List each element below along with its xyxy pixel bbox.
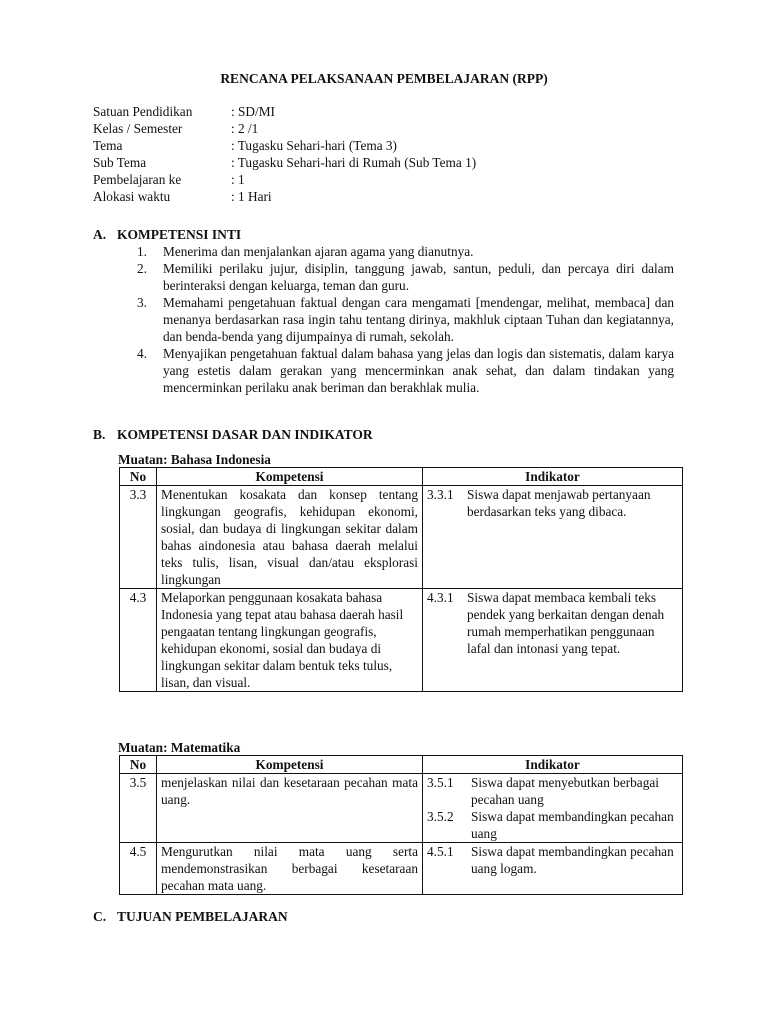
- identity-label: Alokasi waktu: [93, 189, 171, 204]
- section-c-heading: [93, 908, 288, 925]
- kompetensi-text: Menentukan kosakata dan konsep tentang lingkungan geografis, kehidupan ekonomi, sosial, dan budaya di lingkungan sekitar dalam bahas aindonesia atau bahasa daerah melalui teks tulis, lisan, visual dan/atau eksplorasi lingkungan: [161, 487, 418, 587]
- list-item: [137, 260, 674, 294]
- table-header-row: [120, 756, 683, 774]
- list-item: [137, 294, 674, 345]
- list-item: [137, 243, 674, 260]
- indikator-cell: [423, 843, 683, 895]
- column-header-no: No: [120, 468, 157, 486]
- list-text: Memahami pengetahuan faktual dengan cara mengamati [mendengar, melihat, membaca] dan menanya berdasarkan rasa ingin tahu tentang dirinya, makhluk ciptaan Tuhan dan kegiatannya, dan benda-benda yang dijumpainya di rumah, sekolah.: [163, 295, 674, 344]
- section-b-heading: [93, 426, 373, 443]
- table-row: [120, 774, 683, 843]
- identity-row: [93, 137, 476, 154]
- identity-value: : 1 Hari: [231, 189, 272, 204]
- indikator-cell: [423, 774, 683, 843]
- indikator-code: 4.3.1: [427, 590, 454, 605]
- section-a-heading: [93, 226, 241, 243]
- section-title: KOMPETENSI DASAR DAN INDIKATOR: [117, 427, 373, 442]
- table-header-row: [120, 468, 683, 486]
- row-number: 3.3: [120, 486, 157, 589]
- kd-table-bahasa-indonesia: [119, 467, 683, 692]
- column-header-no: No: [120, 756, 157, 774]
- indikator-code: 3.5.1: [427, 775, 454, 790]
- document-title: RENCANA PELAKSANAAN PEMBELAJARAN (RPP): [220, 71, 548, 86]
- identity-label: Kelas / Semester: [93, 121, 183, 136]
- indikator-code: 3.5.2: [427, 809, 454, 824]
- indikator-text: Siswa dapat menjawab pertanyaan berdasarkan teks yang dibaca.: [467, 487, 651, 519]
- indikator-text: Siswa dapat membandingkan pecahan uang: [471, 809, 674, 841]
- section-letter: B.: [93, 427, 106, 442]
- indikator-item: [427, 589, 678, 657]
- indikator-code: 3.3.1: [427, 487, 454, 502]
- indikator-cell: [423, 589, 683, 692]
- list-number: 3.: [137, 295, 147, 310]
- list-text: Memiliki perilaku jujur, disiplin, tanggung jawab, santun, peduli, dan percaya diri dalam berinteraksi dengan keluarga, teman dan guru.: [163, 261, 674, 293]
- table-row: [120, 843, 683, 895]
- identity-label: Satuan Pendidikan: [93, 104, 193, 119]
- kompetensi-text: Mengurutkan nilai mata uang serta mendemonstrasikan berbagai kesetaraan pecahan mata uang.: [161, 844, 418, 893]
- list-text: Menyajikan pengetahuan faktual dalam bahasa yang jelas dan logis dan sistematis, dalam karya yang estetis dalam gerakan yang mencerminkan anak sehat, dan dalam tindakan yang mencerminkan perilaku anak beriman dan berakhlak mulia.: [163, 346, 674, 395]
- identity-value: : 1: [231, 172, 245, 187]
- kompetensi-cell: [157, 774, 423, 843]
- muatan-bahasa-indonesia-label: Muatan: Bahasa Indonesia: [118, 452, 271, 467]
- identity-value: : Tugasku Sehari-hari (Tema 3): [231, 138, 397, 153]
- identity-row: [93, 171, 476, 188]
- identity-label: Sub Tema: [93, 155, 147, 170]
- indikator-text: Siswa dapat menyebutkan berbagai pecahan uang: [471, 775, 659, 807]
- row-number: 4.3: [120, 589, 157, 692]
- kompetensi-cell: [157, 589, 423, 692]
- indikator-cell: [423, 486, 683, 589]
- identity-value: : Tugasku Sehari-hari di Rumah (Sub Tema 1): [231, 155, 477, 170]
- kompetensi-text: menjelaskan nilai dan kesetaraan pecahan mata uang.: [161, 775, 418, 807]
- list-number: 1.: [137, 244, 147, 259]
- column-header-kompetensi: Kompetensi: [157, 468, 423, 486]
- kompetensi-text: Melaporkan penggunaan kosakata bahasa Indonesia yang tepat atau bahasa daerah hasil pengaatan tentang lingkungan geografis, kehidupan ekonomi, sosial dan budaya di lingkungan sekitar dalam bentuk teks tulus, lisan, dan visual.: [161, 590, 404, 690]
- column-header-indikator: Indikator: [423, 468, 683, 486]
- list-number: 4.: [137, 346, 147, 361]
- kompetensi-cell: [157, 486, 423, 589]
- indikator-text: Siswa dapat membandingkan pecahan uang logam.: [471, 844, 674, 876]
- table-row: [120, 589, 683, 692]
- identity-label: Pembelajaran ke: [93, 172, 182, 187]
- column-header-kompetensi: Kompetensi: [157, 756, 423, 774]
- identity-row: [93, 154, 476, 171]
- section-letter: C.: [93, 909, 107, 924]
- identity-label: Tema: [93, 138, 123, 153]
- indikator-item: [427, 843, 678, 877]
- indikator-item: [427, 774, 678, 808]
- indikator-item: [427, 808, 678, 842]
- kompetensi-cell: [157, 843, 423, 895]
- indikator-code: 4.5.1: [427, 844, 454, 859]
- row-number: 3.5: [120, 774, 157, 843]
- identity-block: [93, 103, 476, 205]
- section-title: KOMPETENSI INTI: [117, 227, 242, 242]
- indikator-text: Siswa dapat membaca kembali teks pendek yang berkaitan dengan denah rumah memperhatikan penggunaan lafal dan intonasi yang tepat.: [467, 590, 665, 656]
- list-text: Menerima dan menjalankan ajaran agama yang dianutnya.: [163, 244, 474, 259]
- column-header-indikator: Indikator: [423, 756, 683, 774]
- section-title: TUJUAN PEMBELAJARAN: [117, 909, 288, 924]
- muatan-matematika-label: Muatan: Matematika: [118, 740, 241, 755]
- list-item: [137, 345, 674, 396]
- identity-row: [93, 188, 476, 205]
- kd-table-matematika: [119, 755, 683, 895]
- section-letter: A.: [93, 227, 107, 242]
- identity-row: [93, 120, 476, 137]
- row-number: 4.5: [120, 843, 157, 895]
- kompetensi-inti-list: [137, 243, 674, 396]
- identity-value: : 2 /1: [231, 121, 259, 136]
- indikator-item: [427, 486, 678, 520]
- table-row: [120, 486, 683, 589]
- identity-row: [93, 103, 476, 120]
- list-number: 2.: [137, 261, 147, 276]
- identity-value: : SD/MI: [231, 104, 275, 119]
